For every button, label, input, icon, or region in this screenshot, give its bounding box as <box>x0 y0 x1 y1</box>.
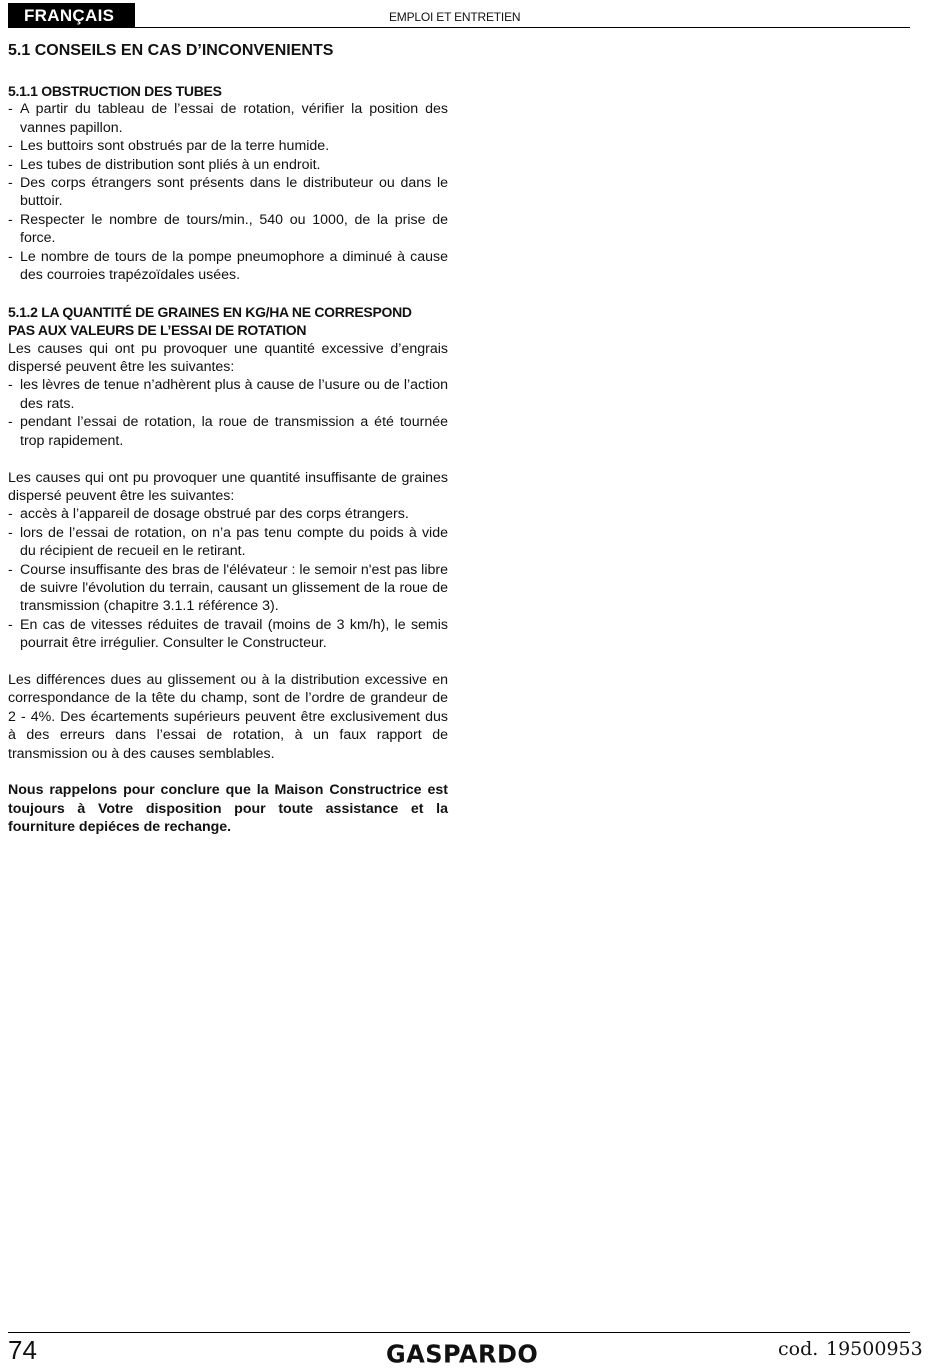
excess-list <box>8 376 448 450</box>
list-item: - les lèvres de tenue n’adhèrent plus à cause de l’usure ou de l’action des rats. <box>8 376 448 413</box>
section-title: 5.1 CONSEILS EN CAS D’INCONVENIENTS <box>8 42 334 59</box>
page-number: 74 <box>8 1335 37 1365</box>
code-value: 19500953 <box>826 1338 923 1360</box>
excess-intro: Les causes qui ont pu provoquer une quantité excessive d’engrais dispersé peuvent être les suivantes: <box>8 340 448 376</box>
spacer <box>8 450 448 468</box>
list-item: - Les buttoirs sont obstrués par de la terre humide. <box>8 137 448 155</box>
list-item: - accès à l’appareil de dosage obstrué par des corps étrangers. <box>8 505 448 523</box>
subsection-title-line: PAS AUX VALEURS DE L’ESSAI DE ROTATION <box>8 322 307 339</box>
list-item: - pendant l’essai de rotation, la roue de transmission a été tournée trop rapidement. <box>8 413 448 450</box>
list-item: - Course insuffisante des bras de l'élévateur : le semoir n'est pas libre de suivre l'évolution du terrain, causant un glissement de la roue de transmission (chapitre 3.1.1 référence 3). <box>8 561 448 616</box>
list-item: - En cas de vitesses réduites de travail (moins de 3 km/h), le semis pourrait être irrégulier. Consulter le Constructeur. <box>8 616 448 653</box>
header-divider <box>8 27 910 28</box>
footer-divider <box>8 1332 910 1333</box>
header-section-title: EMPLOI ET ENTRETIEN <box>389 10 521 24</box>
spacer <box>8 284 448 302</box>
list-item: - Des corps étrangers sont présents dans le distributeur ou dans le buttoir. <box>8 174 448 211</box>
main-content <box>8 40 448 837</box>
insufficient-list <box>8 505 448 652</box>
spacer <box>8 62 448 82</box>
spacer <box>8 763 448 781</box>
subsection-title-obstruction: 5.1.1 OBSTRUCTION DES TUBES <box>8 83 222 99</box>
list-item: - Le nombre de tours de la pompe pneumophore a diminué à cause des courroies trapézoïdales usées. <box>8 248 448 285</box>
spacer <box>8 653 448 671</box>
list-item: - Les tubes de distribution sont pliés à un endroit. <box>8 156 448 174</box>
list-item: - Respecter le nombre de tours/min., 540 ou 1000, de la prise de force. <box>8 211 448 248</box>
language-tab: FRANÇAIS <box>8 3 135 28</box>
list-item: - A partir du tableau de l’essai de rotation, vérifier la position des vannes papillon. <box>8 100 448 137</box>
subsection-title-quantity <box>8 303 448 340</box>
subsection-title-line: 5.1.2 LA QUANTITÉ DE GRAINES EN KG/HA NE CORRESPOND <box>8 303 412 320</box>
closing-paragraph: Nous rappelons pour conclure que la Maison Constructrice est toujours à Votre disposition pour toute assistance et la fourniture depiéces de rechange. <box>8 782 448 836</box>
obstruction-list <box>8 100 448 284</box>
code-label: cod. <box>778 1338 819 1360</box>
brand-logo: GASPARDO <box>386 1339 539 1369</box>
differences-paragraph: Les différences dues au glissement ou à la distribution excessive en correspondance de la tête du champ, sont de l’ordre de grandeur de 2 - 4%. Des écartements supérieurs peuvent être exclusivement dus à des erreurs dans l’essai de rotation, à un faux rapport de transmission ou à des causes semblables. <box>8 671 448 762</box>
insufficient-intro: Les causes qui ont pu provoquer une quantité insuffisante de graines dispersé peuvent être les suivantes: <box>8 469 448 504</box>
list-item: - lors de l’essai de rotation, on n’a pas tenu compte du poids à vide du récipient de recueil en le retirant. <box>8 524 448 561</box>
